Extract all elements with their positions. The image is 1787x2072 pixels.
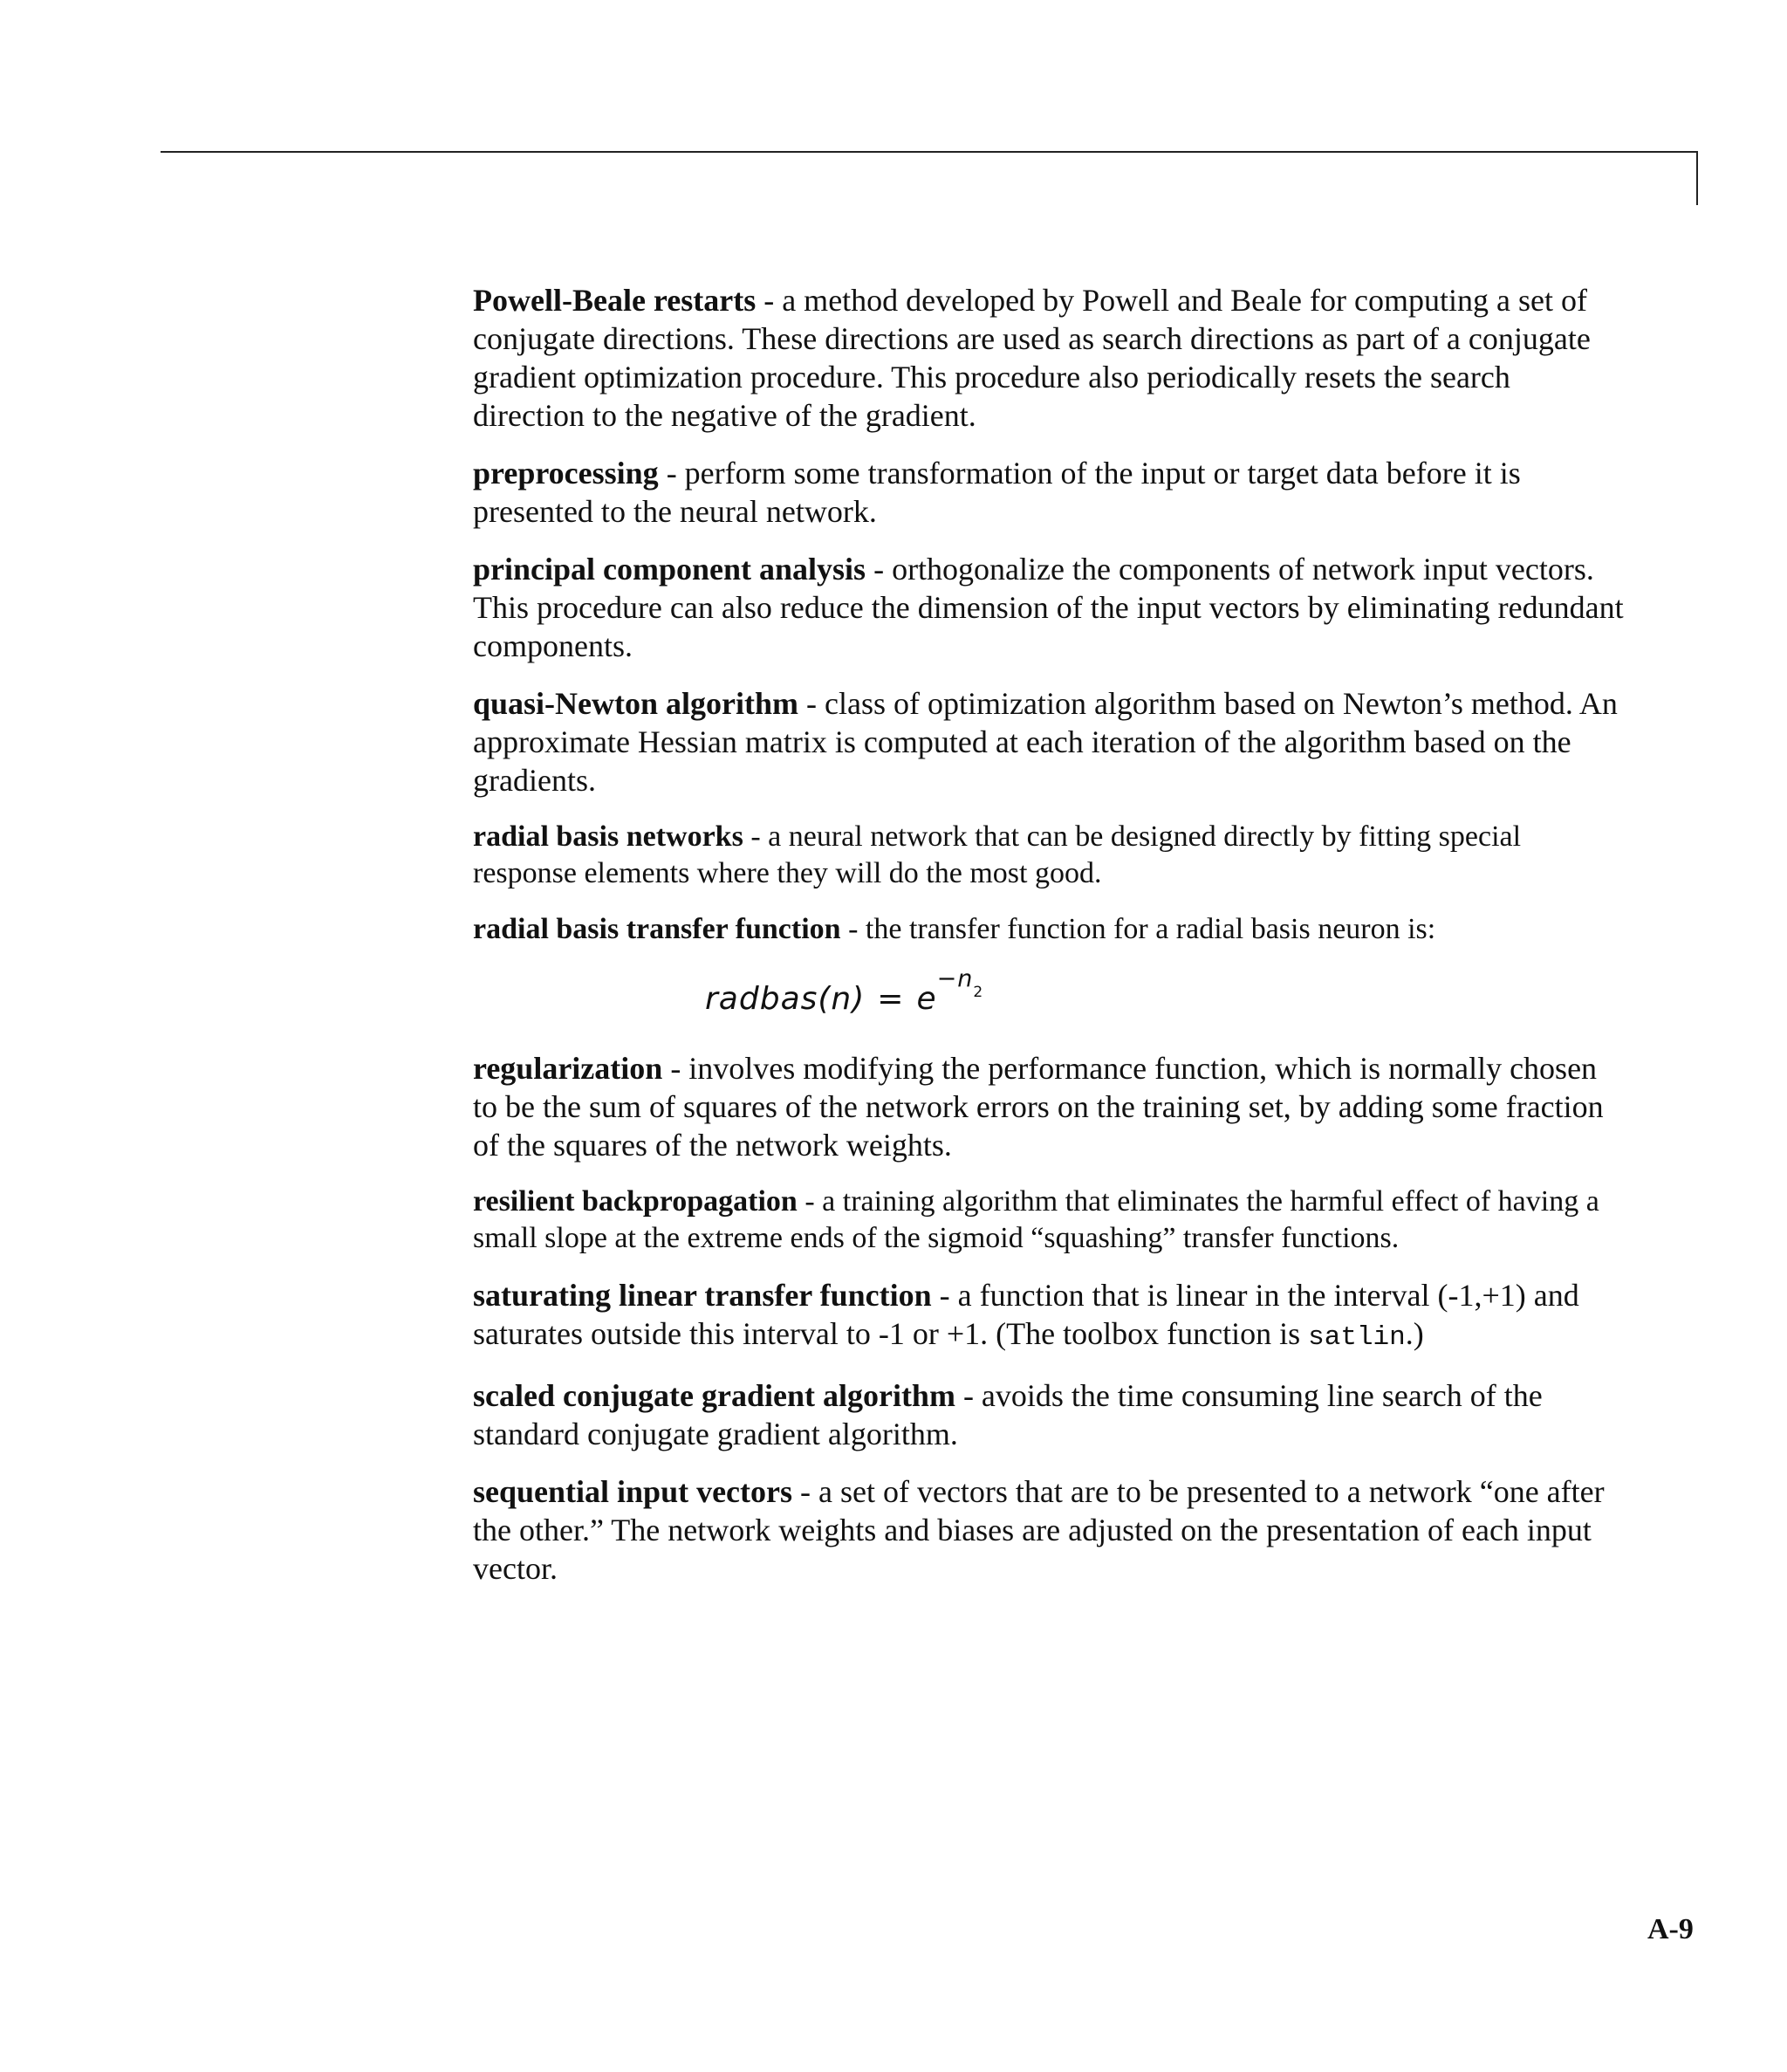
header-corner-rule (1696, 151, 1698, 205)
glossary-term: principal component analysis (473, 552, 866, 587)
glossary-entry (473, 1376, 1625, 1453)
equation-equals: = (877, 981, 905, 1017)
glossary-entry (473, 911, 1625, 948)
glossary-definition: - a training algorithm that eliminates the harmful effect of having a small slope at the extreme ends of the sigmoid “squashing” transfer functions. (473, 1185, 1599, 1254)
glossary-definition: - a method developed by Powell and Beale for computing a set of conjugate directions. These directions are used as search directions as part of a conjugate gradient optimization procedure. This procedure also periodically resets the search direction to the negative of the gradient. (473, 283, 1591, 433)
glossary-term: quasi-Newton algorithm (473, 686, 799, 721)
glossary-entry (473, 1184, 1625, 1257)
radbas-equation (473, 958, 1625, 1039)
glossary-definition: - perform some transformation of the input or target data before it is presented to the neural network. (473, 456, 1521, 529)
equation-exponent: −n (936, 965, 974, 992)
header-rule (161, 151, 1698, 153)
glossary-term: radial basis networks (473, 820, 743, 853)
glossary-entry (473, 1472, 1625, 1588)
equation-base: e (916, 981, 937, 1017)
glossary-term: regularization (473, 1051, 663, 1086)
function-name-code: satlin (1308, 1322, 1406, 1353)
glossary-term: resilient backpropagation (473, 1185, 798, 1218)
equation-power: 2 (973, 984, 984, 1001)
glossary-entry (473, 550, 1625, 665)
glossary-entry (473, 1276, 1625, 1357)
glossary-entry (473, 819, 1625, 892)
glossary-entry (473, 454, 1625, 531)
glossary-definition: - avoids the time consuming line search of the standard conjugate gradient algorithm. (473, 1378, 1543, 1451)
page-number: A-9 (1647, 1913, 1694, 1945)
glossary-entry (473, 1049, 1625, 1164)
glossary-term: saturating linear transfer function (473, 1278, 932, 1313)
glossary-definition: - orthogonalize the components of network input vectors. This procedure can also reduce the dimension of the input vectors by eliminating redundant components. (473, 552, 1624, 663)
equation-argument: (n) (818, 981, 866, 1017)
glossary-term: scaled conjugate gradient algorithm (473, 1378, 955, 1413)
glossary-definition: - involves modifying the performance function, which is normally chosen to be the sum of squares of the network errors on the training set, by adding some fraction of the squares of the network weights. (473, 1051, 1604, 1163)
glossary-definition: - the transfer function for a radial basis neuron is: (840, 913, 1436, 945)
glossary-definition: - a set of vectors that are to be presented to a network “one after the other.” The network weights and biases are adjusted on the presentation of each input vector. (473, 1474, 1605, 1586)
glossary-definition: - a function that is linear in the interval (-1,+1) and saturates outside this interval to -1 or +1. (The toolbox function is (473, 1278, 1579, 1351)
glossary-term: sequential input vectors (473, 1474, 793, 1509)
equation-function-name: radbas (705, 981, 818, 1017)
glossary-list (473, 281, 1625, 1607)
equation-body (705, 965, 984, 1017)
glossary-definition-end: .) (1405, 1316, 1424, 1351)
glossary-definition: - class of optimization algorithm based on Newton’s method. An approximate Hessian matrix is computed at each iteration of the algorithm based on the gradients. (473, 686, 1618, 798)
glossary-definition: - a neural network that can be designed directly by fitting special response elements where they will do the most good. (473, 820, 1522, 889)
glossary-term: radial basis transfer function (473, 913, 841, 945)
glossary-entry (473, 281, 1625, 435)
glossary-term: preprocessing (473, 456, 659, 491)
glossary-entry (473, 684, 1625, 799)
glossary-term: Powell-Beale restarts (473, 283, 757, 318)
